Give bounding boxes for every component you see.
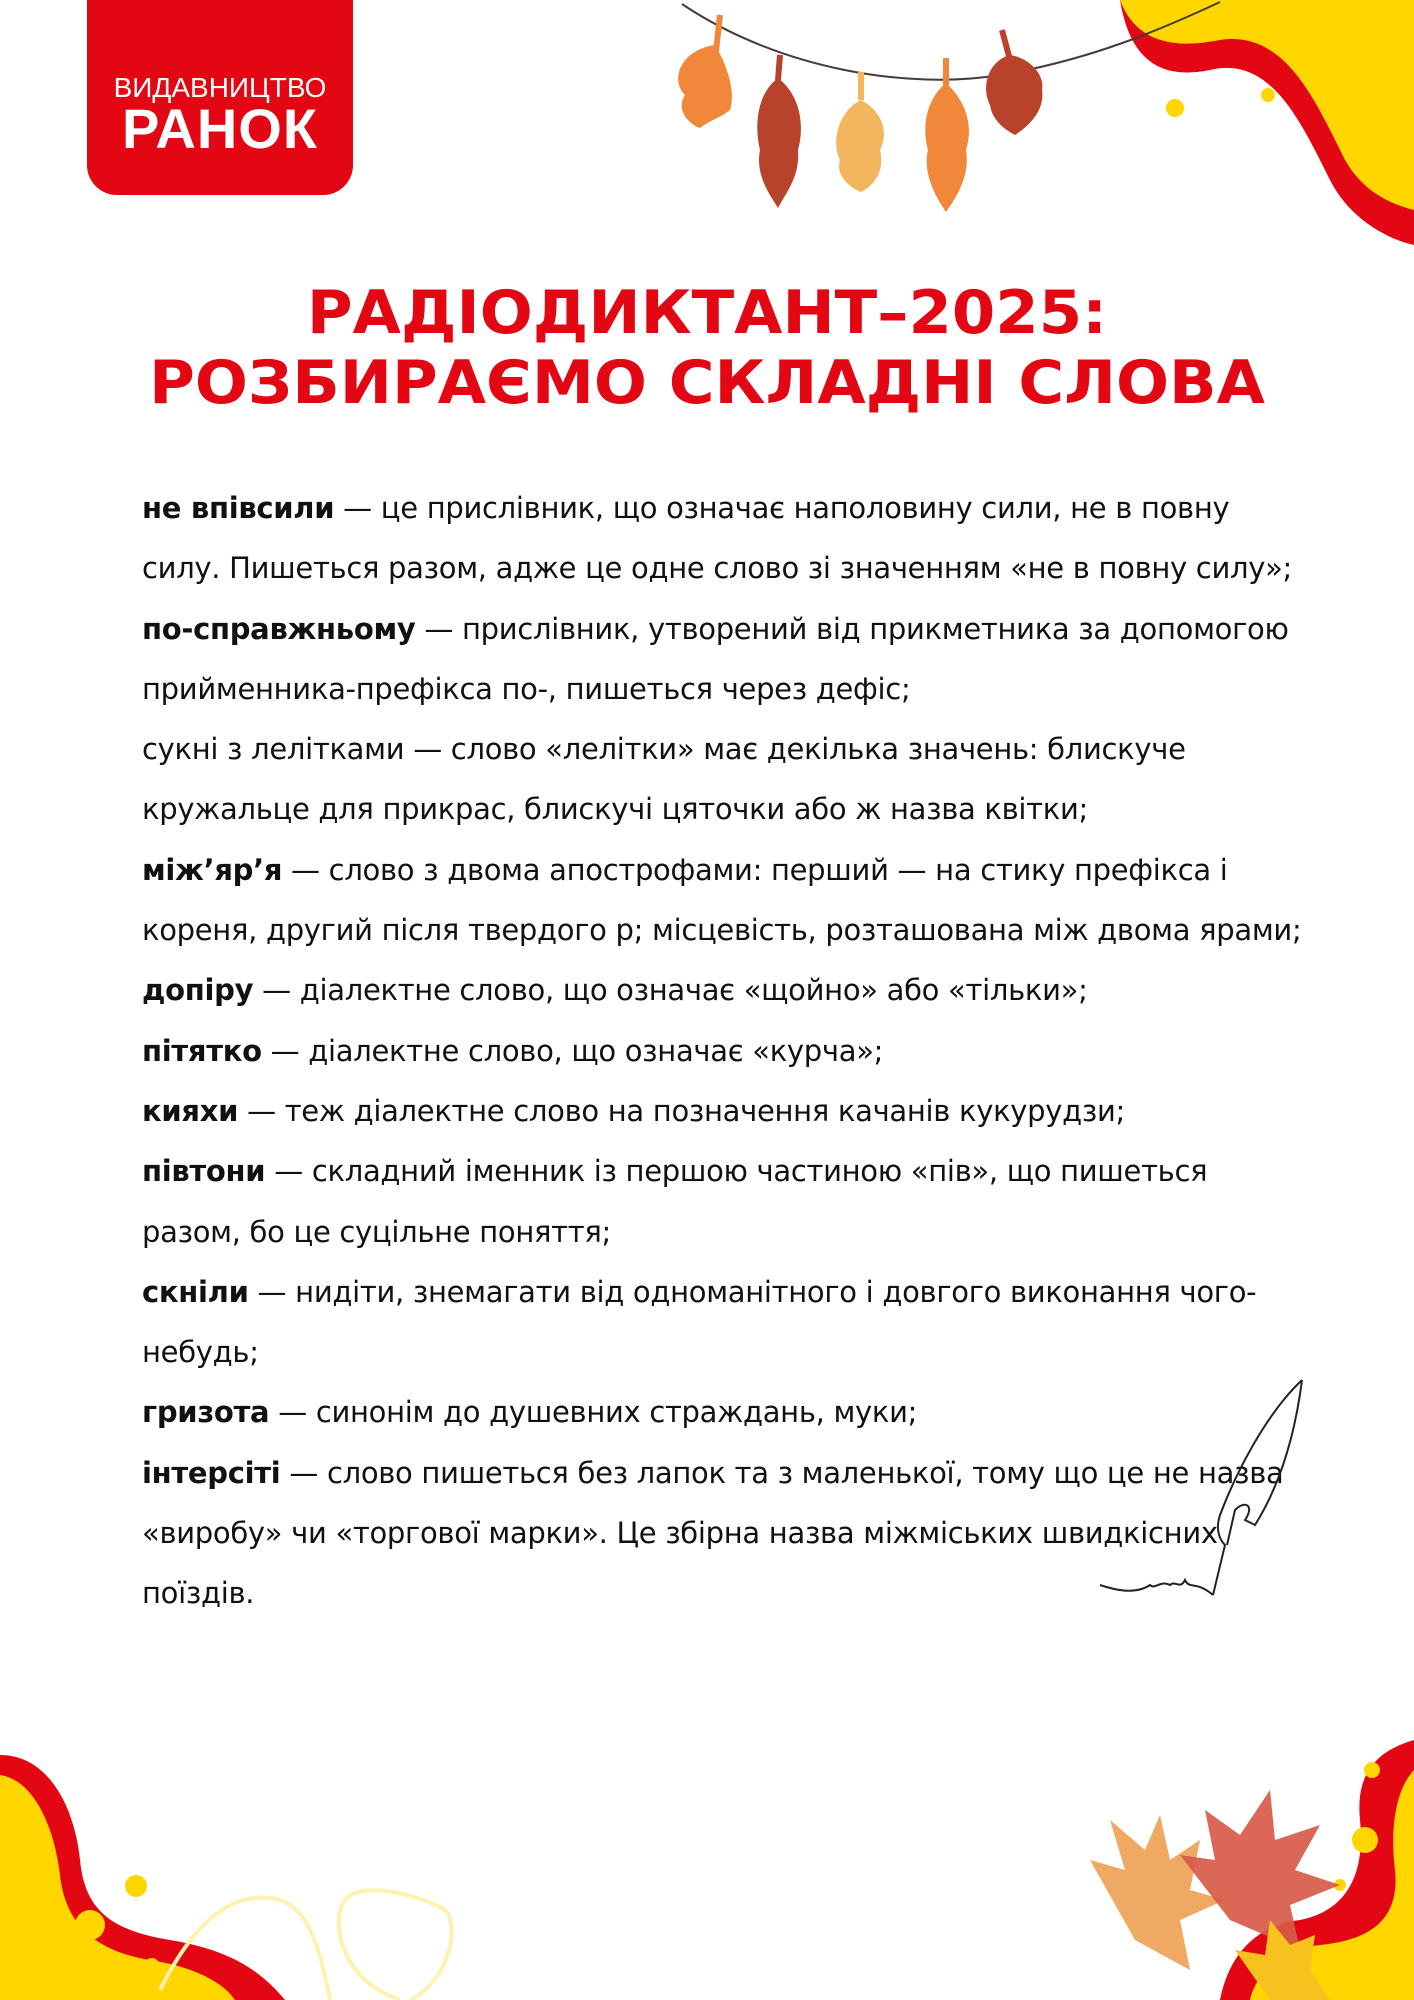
term: інтерсіті bbox=[142, 1455, 281, 1490]
definition: — нидіти, знемагати від одноманітного і довгого виконання чого-небудь; bbox=[142, 1274, 1257, 1370]
list-item bbox=[142, 1021, 1312, 1081]
logo-line-2: РАНОК bbox=[121, 97, 319, 160]
definition: — діалектне слово, що означає «щойно» або «тільки»; bbox=[253, 973, 1088, 1008]
definition: — діалектне слово, що означає «курча»; bbox=[261, 1033, 884, 1068]
term: півтони bbox=[142, 1154, 266, 1189]
definition: — слово з двома апострофами: перший — на стику префікса і кореня, другий після твердого р; місцевість, розташована між двома ярами; bbox=[142, 852, 1302, 948]
logo-line-1: ВИДАВНИЦТВО bbox=[113, 72, 327, 103]
maple-leaves-icon bbox=[1030, 1720, 1414, 2000]
term: кияхи bbox=[142, 1093, 239, 1128]
list-item bbox=[142, 599, 1312, 720]
term: гризота bbox=[142, 1395, 270, 1430]
list-item bbox=[142, 960, 1312, 1020]
definition: — це прислівник, що означає наполовину сили, не в повну силу. Пишеться разом, адже це одне слово зі значенням «не в повну силу»; bbox=[142, 491, 1292, 586]
leaf-garland-icon bbox=[660, 0, 1260, 220]
title-line-1: РАДІОДИКТАНТ–2025: bbox=[306, 278, 1108, 348]
definition: — теж діалектне слово на позначення качанів кукурудзи; bbox=[238, 1093, 1126, 1128]
definition: — слово пишеться без лапок та з маленької, тому що це не назва «виробу» чи «торгової марки». Це збірна назва міжміських швидкісних поїздів. bbox=[142, 1455, 1284, 1611]
term: скніли bbox=[142, 1274, 249, 1309]
list-item bbox=[142, 1262, 1312, 1383]
definition: — складний іменник із першою частиною «пів», що пишеться разом, бо це суцільне поняття; bbox=[142, 1154, 1208, 1249]
publisher-logo bbox=[87, 0, 353, 195]
definition: — прислівник, утворений від прикметника за допомогою прийменника-префікса по-, пишеться через дефіс; bbox=[142, 611, 1289, 706]
list-item bbox=[142, 1141, 1312, 1262]
list-item bbox=[142, 719, 1312, 840]
title-line-2: РОЗБИРАЄМО СКЛАДНІ СЛОВА bbox=[149, 348, 1265, 418]
list-item bbox=[142, 478, 1312, 599]
list-item bbox=[142, 1081, 1312, 1141]
quill-pen-icon bbox=[1095, 1375, 1315, 1615]
list-item bbox=[142, 840, 1312, 961]
term: допіру bbox=[142, 973, 254, 1008]
term: не впівсили bbox=[142, 491, 335, 525]
term: пітятко bbox=[142, 1033, 262, 1068]
term: між’яр’я bbox=[142, 852, 283, 887]
page-title bbox=[0, 278, 1414, 418]
definition: — синонім до душевних страждань, муки; bbox=[269, 1395, 918, 1430]
bottom-left-wave bbox=[0, 1750, 560, 2000]
definition: сукні з лелітками — слово «лелітки» має декілька значень: блискуче кружальце для прикрас, блискучі цяточки або ж назва квітки; bbox=[142, 732, 1186, 827]
term: по-справжньому bbox=[142, 611, 416, 646]
